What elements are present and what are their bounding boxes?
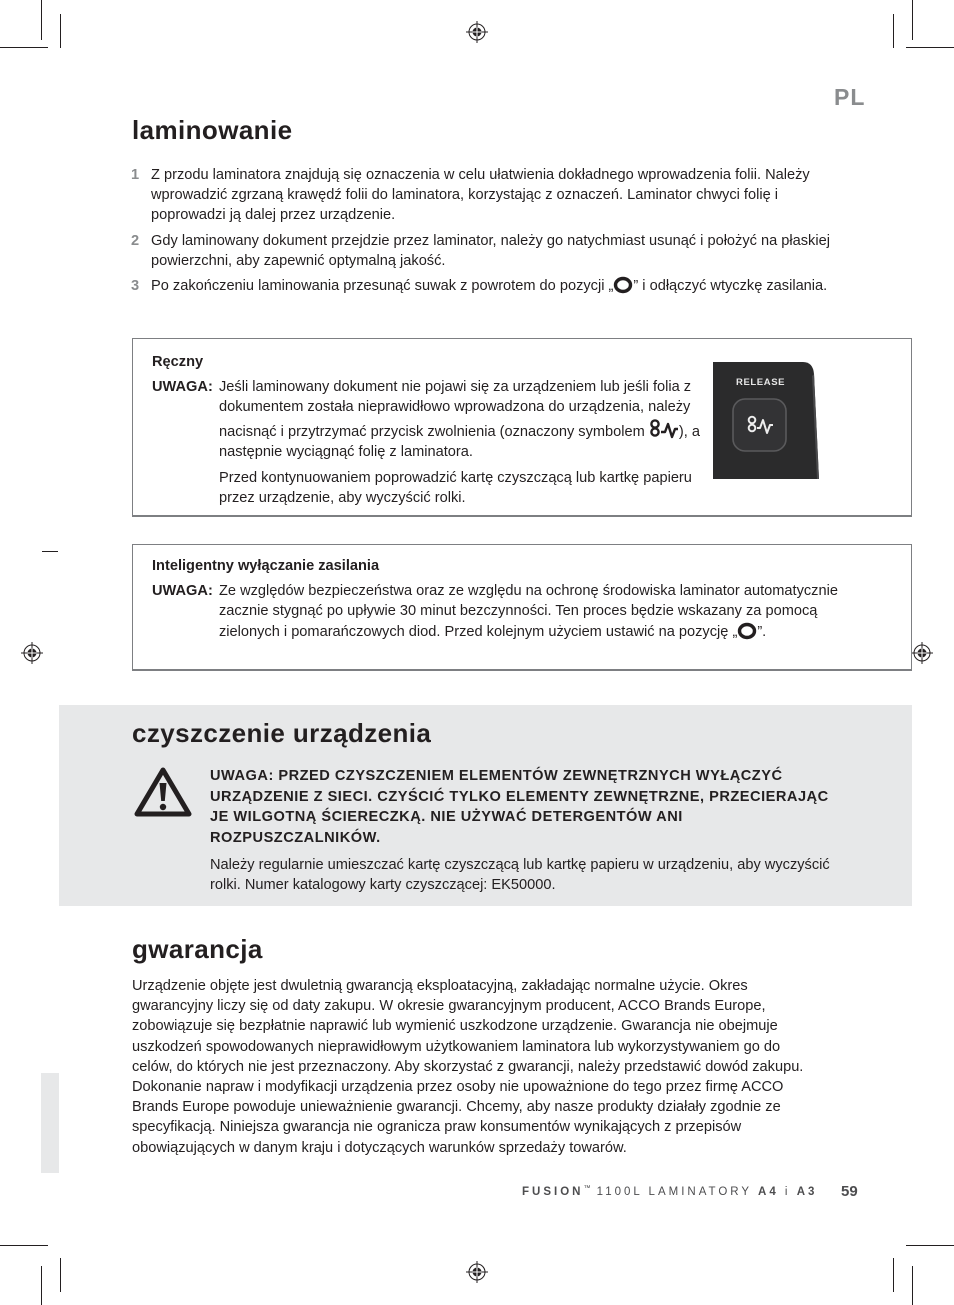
crop-mark — [60, 14, 61, 48]
step-number: 2 — [131, 232, 140, 249]
step-text-part: Po zakończeniu laminowania przesunąć suwak z powrotem do pozycji „ — [151, 278, 614, 295]
note-row — [152, 581, 842, 642]
note-text-part: Ze względów bezpieczeństwa oraz ze względu na ochronę środowiska laminator automatycznie zacznie stygnąć po upływie 30 minut bezczynności. Ten proces będzie wskazany za pomocą zielonych i pomarańczowych diod. Przed kolejnym użyciem ustawić na pozycję „ — [219, 583, 838, 640]
note-body — [219, 581, 842, 642]
power-off-ring-icon — [613, 276, 633, 294]
step-text-part: ” i odłączyć wtyczkę zasilania. — [633, 278, 828, 295]
footer-trademark: ™ — [583, 1185, 591, 1192]
crop-mark — [893, 1258, 894, 1292]
warranty-body-text: Urządzenie objęte jest dwuletnią gwarancją eksploatacyjną, zakładając normalne użycie. Okres gwarancyjny liczy się od daty zakupu. W okresie gwarancyjnym producent, ACCO Brands Europe, zobowiązuje się bezpłatnie naprawić lub wymienić uszkodzone urządzenie. Gwarancja nie obejmuje uszkodzeń spowodowanych nieprawidłowym użytkowaniem laminatora lub wykorzystywaniem go do celów, do których nie jest przeznaczony. Aby skorzystać z gwarancji, należy przedstawić dowód zakupu. Dokonanie napraw i modyfikacji urządzenia przez osoby nie upoważnione do tego przez firmę ACCO Brands Europe powoduje unieważnienie gwarancji. Chcemy, aby nasze produkty działały zgodnie ze specyfikacją. Niniejsza gwarancja nie ogranicza praw konsumentów wynikających z przepisów obowiązujących w danym kraju i dotyczących warunków sprzedaży towarów. — [132, 978, 804, 1156]
step-number: 3 — [131, 278, 140, 295]
note-text-part: Jeśli laminowany dokument nie pojawi się za urządzeniem lub jeśli folia z dokumentem została nieprawidłowo wprowadzona do urządzenia, należy nacisnąć i przytrzymać przycisk zwolnienia (oznaczony symbolem — [219, 379, 692, 440]
footer-brand: FUSION — [522, 1185, 584, 1198]
release-symbol-icon — [649, 418, 679, 440]
registration-mark-icon — [911, 642, 933, 664]
step-number: 1 — [131, 167, 140, 183]
note-text-part: ), a następnie wyciągnąć folię z laminatora. — [219, 423, 700, 460]
crop-mark — [0, 1245, 48, 1246]
footer-conjunction: i — [778, 1185, 797, 1198]
warning-caps-text: UWAGA: PRZED CZYSZCZENIEM ELEMENTÓW ZEWNĘTRZNYCH WYŁĄCZYĆ URZĄDZENIE Z SIECI. CZYŚCIĆ TYLKO ELEMENTY ZEWNĘTRZNE, PRZECIERAJĄC JE WILGOTNĄ ŚCIERECZKĄ. NIE UŻYWAĆ DETERGENTÓW ANI ROZPUSZCZALNIKÓW. — [210, 768, 829, 846]
footer-size-a3: A3 — [796, 1185, 818, 1198]
crop-mark — [906, 47, 954, 48]
crop-mark — [893, 14, 894, 48]
note-paragraph — [219, 581, 842, 642]
crop-mark — [0, 47, 48, 48]
laminating-steps — [131, 165, 831, 301]
power-off-ring-icon — [737, 622, 757, 640]
crop-mark — [912, 1266, 913, 1305]
registration-mark-icon — [466, 1261, 488, 1283]
note-label: UWAGA: — [152, 379, 213, 396]
footer-size-a4: A4 — [758, 1185, 779, 1198]
note-paragraph: Przed kontynuowaniem poprowadzić kartę czyszczącą lub kartkę papieru przez urządzenie, aby wyczyścić rolki. — [219, 470, 692, 507]
crop-mark — [912, 0, 913, 40]
note-paragraph — [219, 377, 707, 462]
section-heading-laminating: laminowanie — [132, 115, 293, 145]
note-body — [219, 377, 707, 508]
release-button-image — [713, 362, 821, 479]
crop-mark — [60, 1258, 61, 1292]
step-text: Gdy laminowany dokument przejdzie przez laminator, należy go natychmiast usunąć i położyć na płaskiej powierzchni, aby zapewnić optymalną jakość. — [151, 232, 830, 269]
step-text: Z przodu laminatora znajdują się oznaczenia w celu ułatwienia dokładnego wprowadzenia folii. Należy wprowadzić zgrzaną krawędź folii do laminatora, korzystając z oznaczeń. Laminator chwyci folię i poprowadzi ją dalej przez urządzenie. — [151, 167, 810, 224]
note-row — [152, 377, 707, 508]
section-heading-cleaning: czyszczenie urządzenia — [132, 718, 432, 748]
footer-model: 1100L LAMINATORY — [590, 1185, 759, 1198]
auto-power-off-note — [132, 544, 912, 671]
cleaning-warning — [210, 766, 830, 895]
note-label: UWAGA: — [152, 583, 213, 600]
registration-mark-icon — [466, 21, 488, 43]
note-title: Inteligentny wyłączanie zasilania — [152, 558, 380, 574]
page-number: 59 — [841, 1183, 858, 1200]
language-code: PL — [834, 84, 866, 110]
release-label: RELEASE — [736, 377, 786, 388]
note-text-part: ”. — [757, 623, 767, 640]
list-item — [131, 165, 831, 226]
registration-mark-icon — [21, 642, 43, 664]
section-heading-warranty: gwarancja — [132, 934, 263, 964]
crop-mark — [906, 1245, 954, 1246]
list-item — [131, 231, 831, 271]
list-item — [131, 276, 831, 296]
side-tab-strip — [41, 1073, 59, 1173]
step-text — [151, 276, 831, 296]
warning-triangle-icon — [134, 766, 192, 818]
footer-product-line — [522, 1185, 817, 1198]
crop-mark — [41, 1266, 42, 1305]
crop-mark — [41, 0, 42, 40]
note-title: Ręczny — [152, 354, 204, 370]
crop-mark — [42, 551, 58, 552]
cleaning-body-text: Należy regularnie umieszczać kartę czyszczącą lub kartkę papieru w urządzeniu, aby wyczyścić rolki. Numer katalogowy karty czyszczącej: EK50000. — [210, 857, 830, 894]
